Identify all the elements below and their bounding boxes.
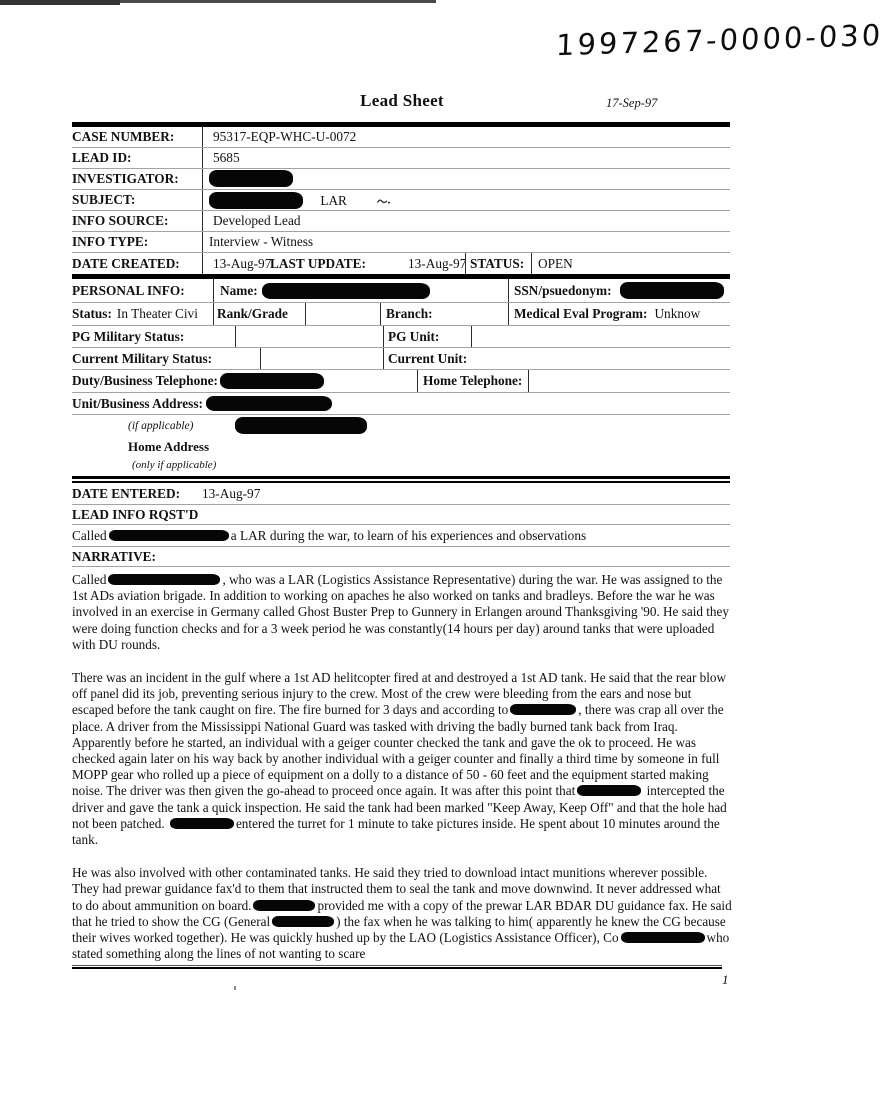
only-if-applicable-note: (only if applicable)	[132, 459, 217, 471]
if-applicable-note: (if applicable)	[128, 419, 194, 432]
case-number-row	[72, 127, 730, 148]
unit-address-row	[72, 393, 730, 415]
personal-info-label: PERSONAL INFO:	[72, 282, 185, 298]
narrative-text: who stated something along the lines of not wanting to scare	[72, 930, 730, 962]
date-created-value: 13-Aug-97	[213, 255, 272, 271]
lead-id-value: 5685	[213, 150, 240, 165]
page-number: 1	[722, 972, 729, 987]
rank-grade-value	[305, 303, 380, 325]
handwritten-case-id: 1997267-0000-030	[555, 17, 884, 63]
lead-info-rqstd-row	[72, 505, 730, 525]
redaction	[235, 417, 367, 434]
ssn-label: SSN/psuedonym:	[514, 282, 612, 298]
redaction	[109, 530, 229, 541]
last-update-label: LAST UPDATE:	[270, 255, 366, 271]
redaction	[108, 574, 220, 585]
personal-info-header-row	[72, 279, 730, 303]
narrative-text: entered the turret for 1 minute to take pictures inside. He spent about 10 minutes around the tank.	[72, 815, 720, 848]
narrative-paragraph	[72, 572, 732, 653]
lead-id-label: LEAD ID:	[72, 148, 203, 168]
lead-request-line	[72, 525, 730, 547]
status-rank-row	[72, 303, 730, 326]
narrative-text: a LAR during the war, to learn of his experiences and observations	[230, 527, 587, 543]
document-date: 17-Sep-97	[606, 96, 658, 110]
subject-row	[72, 190, 730, 211]
medical-eval-value: Unknow	[654, 306, 701, 321]
info-type-row	[72, 232, 730, 253]
date-entered-label: DATE ENTERED:	[72, 485, 180, 501]
redaction	[209, 192, 303, 209]
footer-rule	[72, 965, 722, 969]
narrative-text: ) the fax when he was talking to him( apparently he knew the CG because their wives worked together). He was quickly hushed up by the LAO (Logistics Assistance Officer), Co	[72, 913, 726, 946]
current-military-status-label: Current Military Status:	[72, 348, 261, 369]
investigator-row	[72, 169, 730, 190]
if-applicable-row	[72, 415, 730, 436]
redaction	[262, 283, 430, 299]
page-title: Lead Sheet	[360, 91, 444, 110]
pg-unit-value	[472, 326, 730, 347]
subject-value: LAR	[320, 192, 347, 208]
narrative-text: , there was crap all over the place. A driver from the Mississippi National Guard was tasked with driving the badly burned tank back from Iraq. Apparently before he started, an individual with a geiger counter checked the tank and gave the ok to proceed. He was checked again later on his way back by another individual with a geiger counter and finally a third time by someone in full MOPP gear who rolled up a piece of equipment on a dolly to a distance of 50 - 60 feet and the equipment started making noise. The driver was then given the go-ahead to proceed once again. It was after this point that	[72, 702, 724, 799]
subject-label: SUBJECT:	[72, 190, 203, 210]
redaction	[272, 916, 334, 927]
double-rule	[72, 476, 730, 483]
narrative-text: Called	[72, 572, 107, 587]
narrative-label: NARRATIVE:	[72, 548, 156, 564]
home-address-label: Home Address	[128, 438, 210, 454]
pg-status-value: In Theater Civi	[116, 306, 198, 321]
date-entered-value: 13-Aug-97	[202, 485, 261, 501]
date-created-label: DATE CREATED:	[72, 253, 203, 274]
redaction	[621, 932, 705, 943]
branch-label: Branch:	[380, 303, 508, 325]
narrative-header-row	[72, 547, 730, 567]
redaction	[170, 818, 234, 829]
redaction	[206, 396, 332, 411]
home-address-row	[72, 436, 730, 457]
current-military-row	[72, 348, 730, 370]
pen-mark-icon	[376, 195, 392, 205]
pg-military-status-value	[236, 326, 383, 347]
redaction	[253, 900, 315, 911]
rank-grade-label: Rank/Grade	[213, 303, 305, 325]
info-type-label: INFO TYPE:	[72, 232, 203, 252]
info-source-label: INFO SOURCE:	[72, 211, 203, 231]
pg-unit-label: PG Unit:	[383, 326, 472, 347]
investigator-label: INVESTIGATOR:	[72, 169, 203, 189]
date-created-row	[72, 253, 730, 274]
info-source-value: Developed Lead	[213, 213, 301, 228]
narrative-text: , who was a LAR (Logistics Assistance Representative) during the war. He was assigned to the 1st ADs aviation brigade. In addition to working on apaches he also worked on tanks and bradleys. Before the war he was involved in an exercise in Germany called Ghost Buster Prep to Gunnery in Erlangen around Thanksgiving '90. He said they were doing function checks and for a 3 week period he was constantly(14 hours per day) around tanks that were uploaded with DU rounds.	[72, 572, 729, 652]
narrative-paragraph	[72, 865, 732, 962]
current-unit-label: Current Unit:	[383, 348, 730, 369]
redaction	[220, 373, 324, 389]
info-type-value: Interview - Witness	[209, 234, 314, 249]
home-phone-label: Home Telephone:	[417, 370, 529, 392]
narrative-paragraph	[72, 670, 732, 848]
narrative-text: Called	[72, 527, 107, 543]
telephone-row	[72, 370, 730, 393]
info-source-row	[72, 211, 730, 232]
redaction	[620, 282, 724, 299]
lead-id-row	[72, 148, 730, 169]
narrative-body	[72, 567, 732, 962]
home-phone-value	[529, 370, 730, 392]
status-value: OPEN	[531, 253, 730, 274]
narrative-text: He was also involved with other contaminated tanks. He said they tried to download intact munitions wherever possible. They had prewar guidance fax'd to them that instructed them to seal the tank and move downwind. It never addressed what to do about ammunition on board.	[72, 865, 721, 913]
redaction	[209, 170, 293, 187]
current-military-status-value	[261, 348, 383, 369]
pg-military-status-label: PG Military Status:	[72, 326, 236, 347]
case-number-value: 95317-EQP-WHC-U-0072	[213, 129, 357, 144]
medical-eval-label: Medical Eval Program:	[514, 306, 648, 321]
name-label: Name:	[220, 282, 258, 298]
redaction	[577, 785, 641, 796]
scan-artifact-dot	[234, 986, 236, 990]
redaction	[510, 704, 576, 715]
case-number-label: CASE NUMBER:	[72, 127, 203, 147]
narrative-text: There was an incident in the gulf where a 1st AD helitcopter fired at and destroyed a 1st AD tank. He said that the rear blow off panel did its job, preventing serious injury to the crew. Most of the crew were bleeding from the ears and nose but escaped before the tank caught on fire. The fire burned for 3 days and according to	[72, 670, 727, 718]
date-entered-row	[72, 483, 730, 505]
pg-status-label: Status:	[72, 306, 112, 321]
narrative-text: provided me with a copy of the prewar LAR BDAR DU guidance fax. He said that he tried to show the CG (General	[72, 897, 732, 929]
lead-sheet-form	[72, 122, 730, 979]
narrative-text: intercepted the driver and gave the tank a quick inspection. He said the tank had been marked "Keep Away, Keep Off" and that the hole had not been patched.	[72, 783, 727, 831]
unit-address-label: Unit/Business Address:	[72, 395, 203, 411]
status-label: STATUS:	[465, 253, 531, 274]
last-update-value: 13-Aug-97	[408, 255, 467, 271]
only-if-applicable-row	[72, 457, 730, 473]
pg-military-row	[72, 326, 730, 348]
duty-phone-label: Duty/Business Telephone:	[72, 373, 218, 388]
lead-info-rqstd-label: LEAD INFO RQST'D	[72, 506, 199, 522]
scan-edge-artifact-dark	[0, 0, 120, 5]
